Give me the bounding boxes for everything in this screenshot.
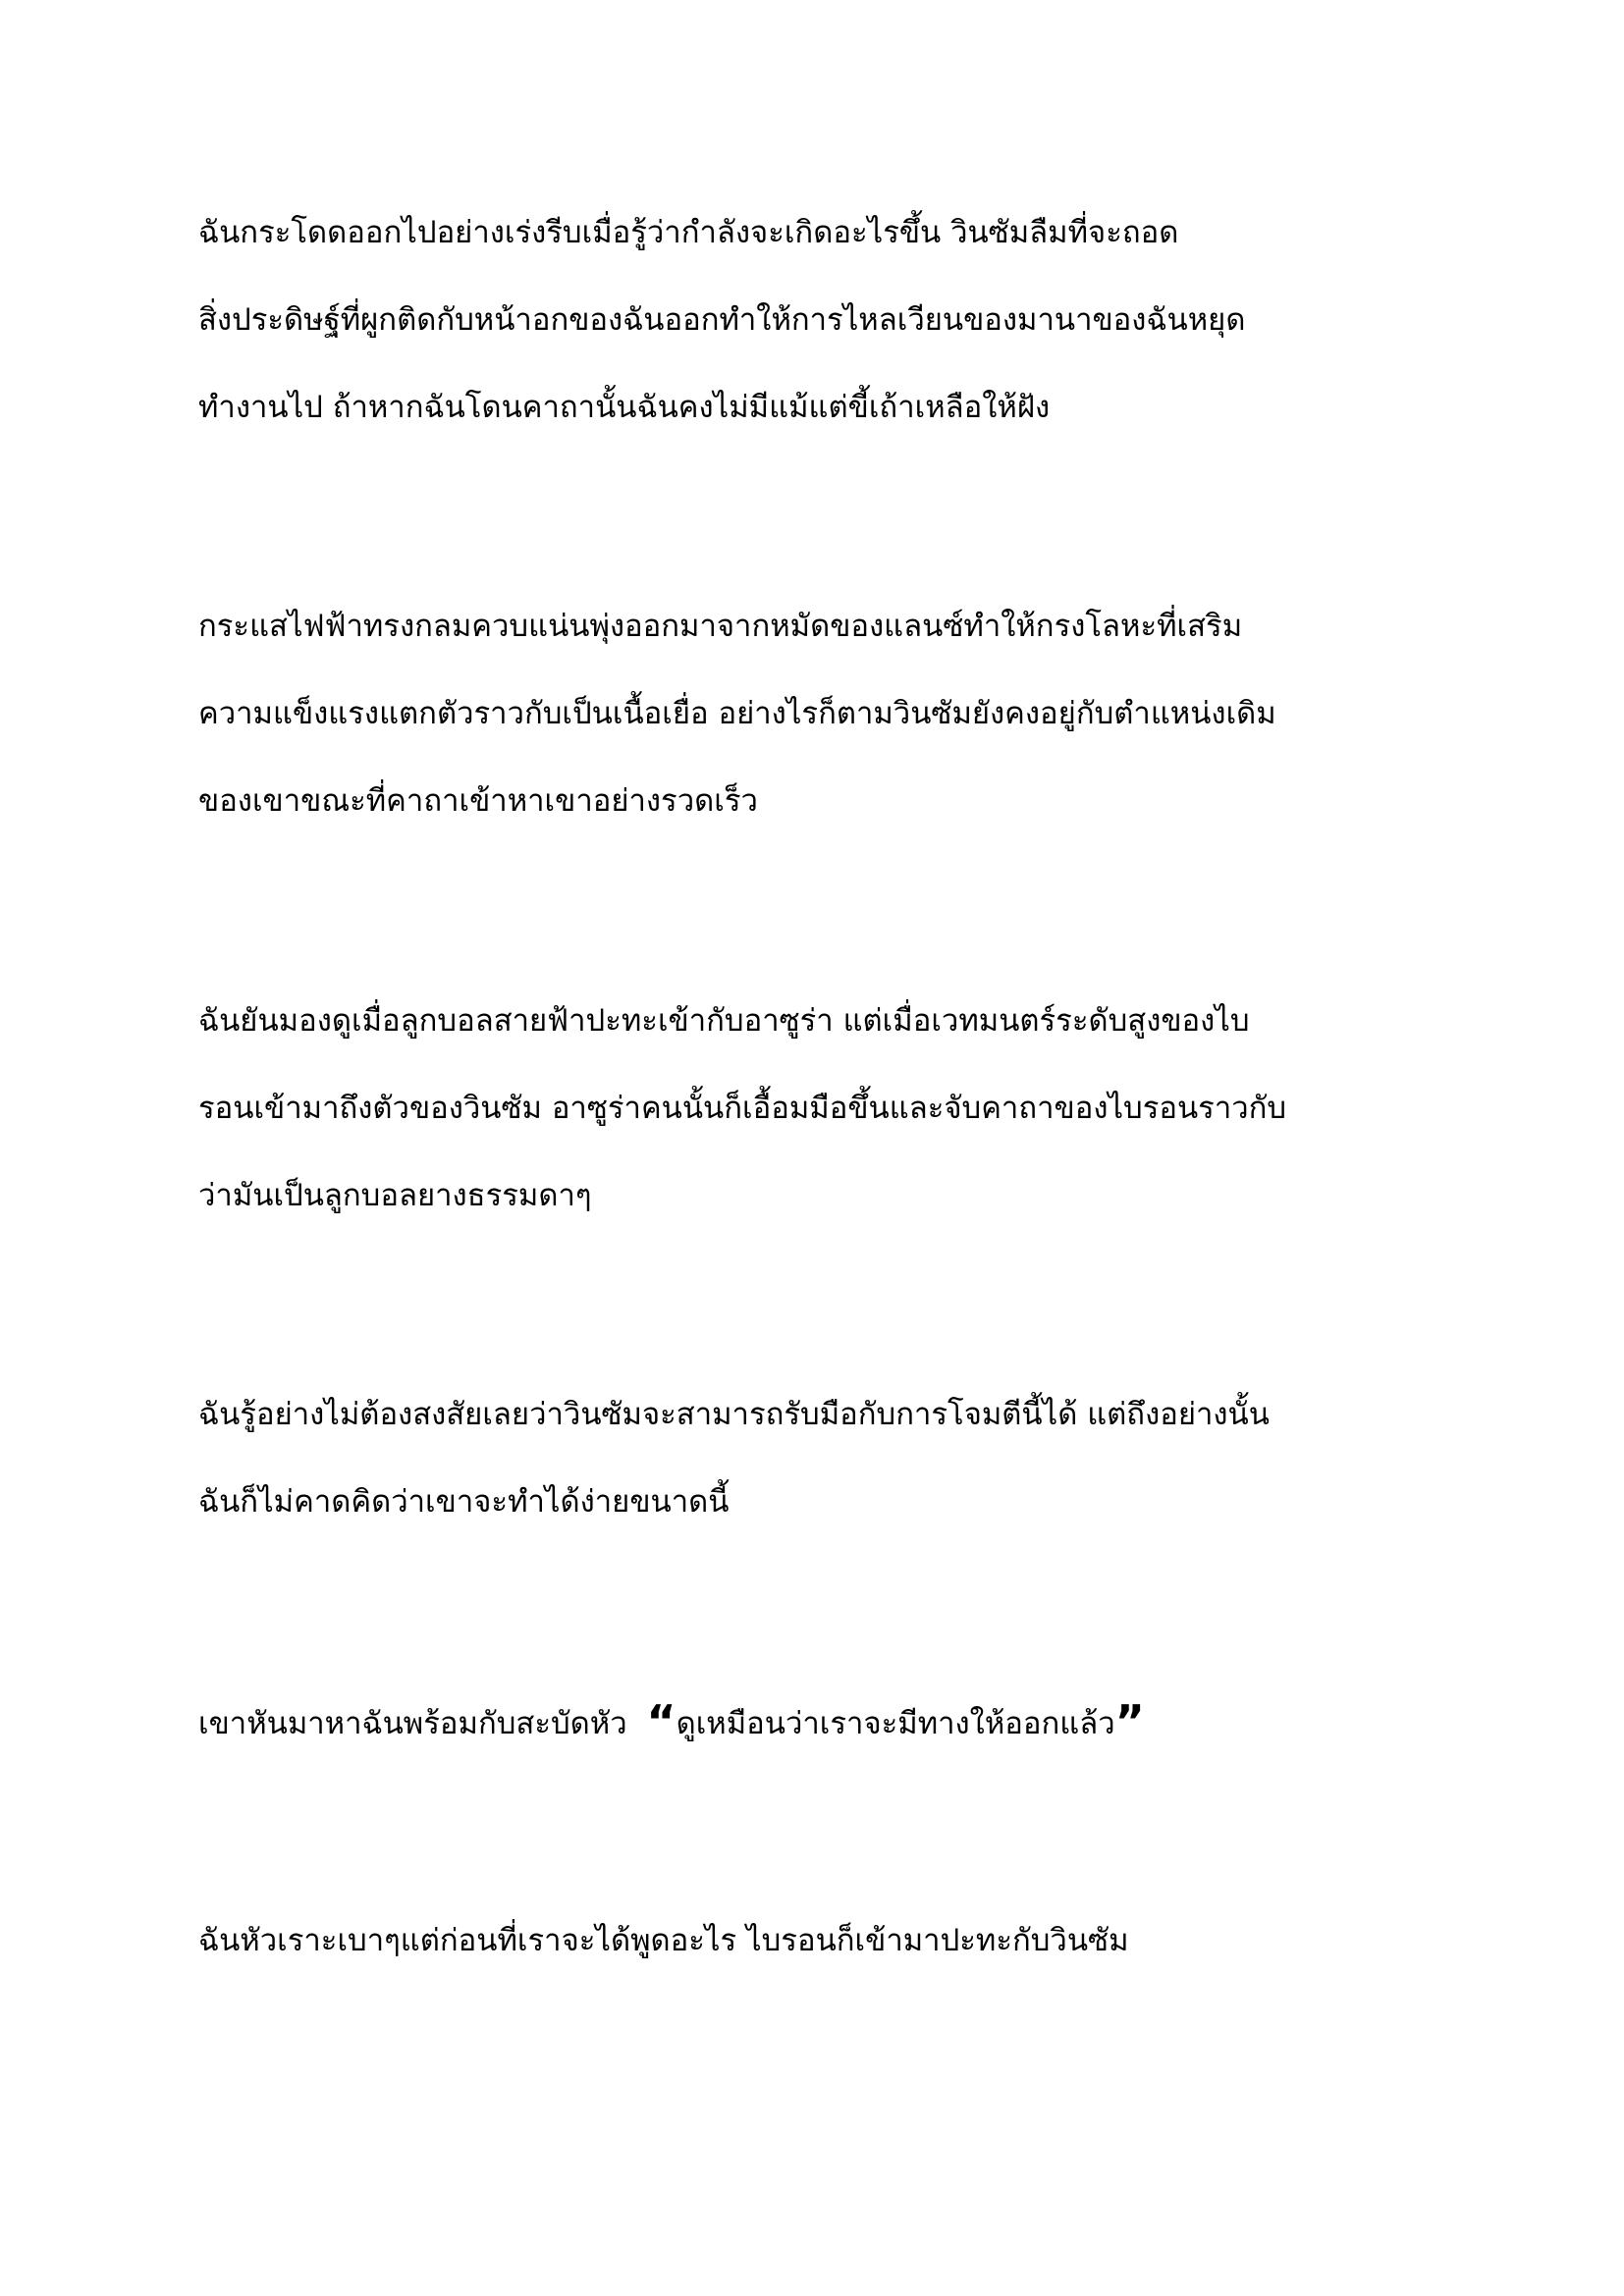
paragraph-4-line-1: ฉันรู้อย่างไม่ต้องสงสัยเลยว่าวินซัมจะสามารถรับมือกับการโจมตีนี้ได้ แต่ถึงอย่างนั้น [198,1397,1270,1432]
paragraph-1-line-1: ฉันกระโดดออกไปอย่างเร่งรีบเมื่อรู้ว่ากำลังจะเกิดอะไรขึ้น วินซัมลืมที่จะถอด [198,215,1179,250]
paragraph-3-line-1: ฉันยันมองดูเมื่อลูกบอลสายฟ้าปะทะเข้ากับอาซูร่า แต่เมื่อเวทมนตร์ระดับสูงของไบ [198,1003,1250,1039]
dialogue-lead: เขาหันมาหาฉันพร้อมกับสะบัดหัว [198,1706,627,1741]
paragraph-2-line-2: ความแข็งแรงแตกตัวราวกับเป็นเนื้อเยื่อ อย่างไรก็ตามวินซัมยังคงอยู่กับตำแหน่งเดิม [198,696,1276,731]
paragraph-5-dialogue [198,1695,1145,1748]
close-quote-mark: ” [1114,1695,1145,1748]
paragraph-1-line-3: ทำงานไป ถ้าหากฉันโดนคาถานั้นฉันคงไม่มีแม้แต่ขี้เถ้าเหลือให้ฝัง [198,390,1051,425]
paragraph-2-line-3: ของเขาขณะที่คาถาเข้าหาเขาอย่างรวดเร็ว [198,783,758,819]
paragraph-4-line-2: ฉันก็ไม่คาดคิดว่าเขาจะทำได้ง่ายขนาดนี้ [198,1484,730,1520]
paragraph-3-line-2: รอนเข้ามาถึงตัวของวินซัม อาซูร่าคนนั้นก็เอื้อมมือขึ้นและจับคาถาของไบรอนราวกับ [198,1091,1287,1126]
dialogue-quote: ดูเหมือนว่าเราจะมีทางให้ออกแล้ว [676,1706,1115,1741]
paragraph-1-line-2: สิ่งประดิษฐ์ที่ผูกติดกับหน้าอกของฉันออกทำให้การไหลเวียนของมานาของฉันหยุด [198,302,1246,338]
paragraph-3-line-3: ว่ามันเป็นลูกบอลยางธรรมดาๆ [198,1178,592,1213]
paragraph-6-line-1: ฉันหัวเราะเบาๆแต่ก่อนที่เราจะได้พูดอะไร ไบรอนก็เข้ามาปะทะกับวินซัม [198,1923,1129,1958]
open-quote-mark: “ [646,1695,677,1748]
paragraph-2-line-1: กระแสไฟฟ้าทรงกลมควบแน่นพุ่งออกมาจากหมัดของแลนซ์ทำให้กรงโลหะที่เสริม [198,609,1243,644]
